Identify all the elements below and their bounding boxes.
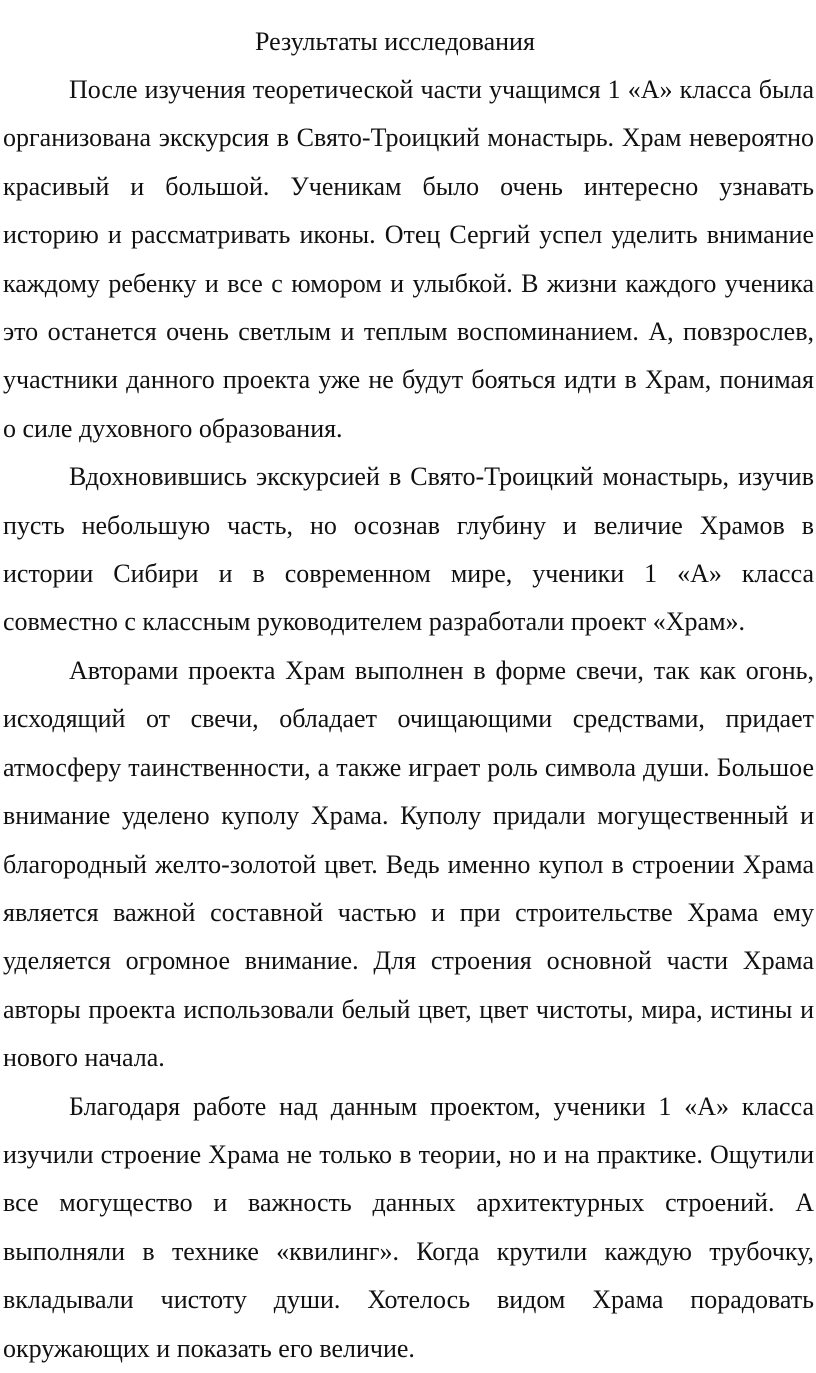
paragraph-project-description: Авторами проекта Храм выполнен в форме свечи, так как огонь, исходящий от свечи, обладает очищающими средствами, придает атмосферу таинственности, а также играет роль символа души. Большое внимание уделено куполу Храма. Куполу придали могущественный и благородный желто-золотой цвет. Ведь именно купол в строении Храма является важной составной частью и при строительстве Храма ему уделяется огромное внимание. Для строения основной части Храма авторы проекта использовали белый цвет, цвет чистоты, мира, истины и нового начала.	[3, 655, 814, 1073]
paragraph-inspiration: Вдохновившись экскурсией в Свято-Троицкий монастырь, изучив пусть небольшую часть, но осознав глубину и величие Храмов в истории Сибири и в современном мире, ученики 1 «А» класса совместно с классным руководителем разработали проект «Храм».	[3, 462, 814, 637]
document-title: Результаты исследования	[255, 27, 535, 56]
paragraph-excursion: После изучения теоретической части учащимся 1 «А» класса была организована экскурсия в Свято-Троицкий монастырь. Храм невероятно красивый и большой. Ученикам было очень интересно узнавать историю и рассматривать иконы. Отец Сергий успел уделить внимание каждому ребенку и все с юмором и улыбкой. В жизни каждого ученика это останется очень светлым и теплым воспоминанием. А, повзрослев, участники данного проекта уже не будут бояться идти в Храм, понимая о силе духовного образования.	[3, 75, 814, 443]
paragraph-results: Благодаря работе над данным проектом, ученики 1 «А» класса изучили строение Храма не только в теории, но и на практике. Ощутили все могущество и важность данных архитектурных строений. А выполняли в технике «квилинг». Когда крутили каждую трубочку, вкладывали чистоту души. Хотелось видом Храма порадовать окружающих и показать его величие.	[3, 1091, 814, 1363]
